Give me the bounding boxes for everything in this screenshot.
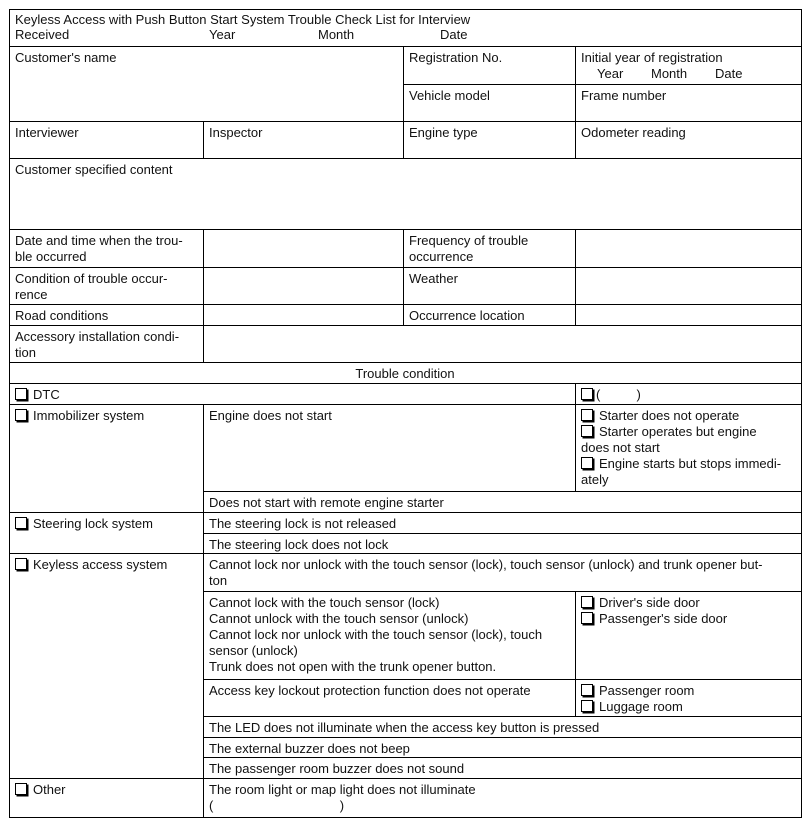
- option-text: Passenger room: [599, 683, 695, 698]
- item-text: Cannot lock nor unlock with the touch sensor (lock), touch sensor (unlock) and trunk opener but-: [209, 557, 763, 572]
- checkbox[interactable]: [15, 409, 27, 421]
- border-right: [801, 9, 802, 818]
- frequency-trouble-label: [404, 231, 575, 265]
- rule: [9, 46, 802, 47]
- checkbox[interactable]: [581, 457, 593, 469]
- steering-not-released-item: The steering lock is not released: [209, 516, 397, 531]
- led-item: The LED does not illuminate when the access key button is pressed: [209, 720, 600, 735]
- checkbox[interactable]: [15, 783, 27, 795]
- rule: [203, 679, 802, 680]
- frame-number-field[interactable]: [576, 86, 801, 104]
- checkbox[interactable]: [581, 684, 593, 696]
- initial-year-date: Date: [715, 66, 743, 81]
- received-month: Month: [318, 27, 355, 42]
- road-conditions-label: Road conditions: [15, 308, 109, 323]
- label-line: occurrence: [409, 249, 474, 264]
- engine-not-start-label: Engine does not start: [209, 408, 332, 423]
- item-text: sensor (unlock): [209, 643, 298, 658]
- rule: [9, 404, 802, 405]
- starter-operates-option[interactable]: [581, 424, 796, 440]
- other-option[interactable]: [10, 780, 203, 798]
- customer-specified-content-label: Customer specified content: [15, 162, 173, 177]
- option-text: Engine starts but stops immedi-: [599, 456, 782, 471]
- odometer-reading-label: Odometer reading: [581, 125, 686, 140]
- customer-name-field[interactable]: [10, 48, 403, 66]
- item-text: Cannot unlock with the touch sensor (unlock): [209, 611, 469, 626]
- occurrence-location-label: Occurrence location: [409, 308, 525, 323]
- registration-no-field[interactable]: [404, 48, 575, 66]
- rule: [203, 737, 802, 738]
- date-time-trouble-input[interactable]: [204, 230, 403, 267]
- room-buzzer-item: The passenger room buzzer does not sound: [209, 761, 465, 776]
- date-time-trouble-label: [10, 231, 203, 265]
- initial-year-field[interactable]: [576, 48, 801, 82]
- option-text: Driver's side door: [599, 595, 700, 610]
- rule: [203, 591, 802, 592]
- external-buzzer-item: The external buzzer does not beep: [209, 741, 410, 756]
- condition-trouble-label: [10, 269, 203, 303]
- item-text: ton: [209, 573, 228, 588]
- received-label: Received: [15, 27, 70, 42]
- keyless-access-option[interactable]: [10, 555, 203, 573]
- weather-label: Weather: [409, 271, 458, 286]
- lockout-protection-item: Access key lockout protection function does not operate: [209, 683, 531, 698]
- rule: [203, 757, 802, 758]
- rule: [9, 512, 802, 513]
- rule: [9, 778, 802, 779]
- passenger-room-option[interactable]: [581, 683, 796, 699]
- dtc-option[interactable]: [10, 385, 570, 403]
- odometer-reading-field[interactable]: [576, 123, 801, 141]
- vehicle-model-field[interactable]: [404, 86, 575, 104]
- checkbox[interactable]: [15, 558, 27, 570]
- initial-year-parts: [581, 66, 796, 82]
- checkbox[interactable]: [581, 409, 593, 421]
- form-title: Keyless Access with Push Button Start System Trouble Check List for Interview: [15, 12, 471, 27]
- steering-lock-label: Steering lock system: [33, 516, 153, 531]
- rule: [9, 121, 802, 122]
- initial-year-label: Initial year of registration: [581, 50, 723, 65]
- item-text: The room light or map light does not illuminate: [209, 782, 476, 797]
- rule: [203, 491, 802, 492]
- border-bottom: [9, 817, 802, 818]
- initial-year-month: Month: [651, 66, 688, 81]
- accessory-installation-input[interactable]: [204, 326, 801, 362]
- label-line: Condition of trouble occur-: [15, 271, 168, 286]
- received-year: Year: [209, 27, 236, 42]
- engine-not-start-options: [576, 406, 801, 488]
- rule: [9, 383, 802, 384]
- item-text: Cannot lock nor unlock with the touch sensor (lock), touch: [209, 627, 543, 642]
- option-text: Starter does not operate: [599, 408, 740, 423]
- registration-no-label: Registration No.: [409, 50, 503, 65]
- steering-lock-option[interactable]: [10, 514, 203, 532]
- door-options: [576, 593, 801, 627]
- label-line: Date and time when the trou-: [15, 233, 183, 248]
- weather-input[interactable]: [576, 268, 801, 304]
- condition-trouble-input[interactable]: [204, 268, 403, 304]
- label-line: Accessory installation condi-: [15, 329, 180, 344]
- frequency-trouble-input[interactable]: [576, 230, 801, 267]
- checkbox[interactable]: [581, 596, 593, 608]
- passengers-side-door-option[interactable]: [581, 611, 796, 627]
- remote-starter-item: Does not start with remote engine starter: [209, 495, 444, 510]
- engine-starts-stops-option[interactable]: [581, 456, 796, 472]
- rule: [403, 84, 802, 85]
- starter-not-operate-option[interactable]: [581, 408, 796, 424]
- form-header: [10, 10, 800, 28]
- checkbox[interactable]: [15, 388, 27, 400]
- cannot-lock-unlock-all-item: [204, 555, 801, 589]
- checkbox[interactable]: [15, 517, 27, 529]
- accessory-installation-label: [10, 327, 203, 361]
- interviewer-label: Interviewer: [15, 125, 79, 140]
- option-text: Passenger's side door: [599, 611, 728, 626]
- vehicle-model-label: Vehicle model: [409, 88, 490, 103]
- rule: [9, 362, 802, 363]
- immobilizer-option[interactable]: [10, 406, 203, 424]
- engine-type-label: Engine type: [409, 125, 478, 140]
- other-paren: ( ): [209, 798, 345, 813]
- dtc-code-option[interactable]: [576, 385, 801, 403]
- checkbox[interactable]: [581, 425, 593, 437]
- rule: [9, 553, 802, 554]
- rule: [203, 533, 802, 534]
- occurrence-location-input[interactable]: [576, 305, 801, 325]
- steering-not-lock-item: The steering lock does not lock: [209, 537, 389, 552]
- other-label: Other: [33, 782, 66, 797]
- trouble-condition-heading: Trouble condition: [355, 366, 455, 381]
- rule: [9, 158, 802, 159]
- label-line: rence: [15, 287, 48, 302]
- initial-year-year: Year: [597, 66, 624, 81]
- immobilizer-label: Immobilizer system: [33, 408, 145, 423]
- checkbox[interactable]: [581, 388, 593, 400]
- keyless-access-label: Keyless access system: [33, 557, 168, 572]
- option-text: ately: [581, 472, 609, 487]
- option-text: Starter operates but engine: [599, 424, 757, 439]
- room-light-item: [204, 780, 801, 814]
- received-date: Date: [440, 27, 468, 42]
- item-text: Trunk does not open with the trunk opener button.: [209, 659, 497, 674]
- rule: [203, 716, 802, 717]
- inspector-field[interactable]: [204, 123, 403, 141]
- room-options: [576, 681, 801, 715]
- customer-name-label: Customer's name: [15, 50, 117, 65]
- touch-sensor-group: [204, 593, 575, 675]
- engine-type-field[interactable]: [404, 123, 575, 141]
- drivers-side-door-option[interactable]: [581, 595, 796, 611]
- customer-specified-content-field[interactable]: [10, 160, 800, 229]
- luggage-room-option[interactable]: [581, 699, 796, 715]
- dtc-label: DTC: [33, 387, 60, 402]
- checkbox[interactable]: [581, 700, 593, 712]
- label-line: ble occurred: [15, 249, 87, 264]
- label-line: Frequency of trouble: [409, 233, 529, 248]
- checkbox[interactable]: [581, 612, 593, 624]
- inspector-label: Inspector: [209, 125, 263, 140]
- interviewer-field[interactable]: [10, 123, 203, 141]
- dtc-paren: ( ): [596, 387, 641, 402]
- label-line: tion: [15, 345, 36, 360]
- option-text: Luggage room: [599, 699, 683, 714]
- road-conditions-input[interactable]: [204, 305, 403, 325]
- frame-number-label: Frame number: [581, 88, 667, 103]
- item-text: Cannot lock with the touch sensor (lock): [209, 595, 440, 610]
- option-text: does not start: [581, 440, 660, 455]
